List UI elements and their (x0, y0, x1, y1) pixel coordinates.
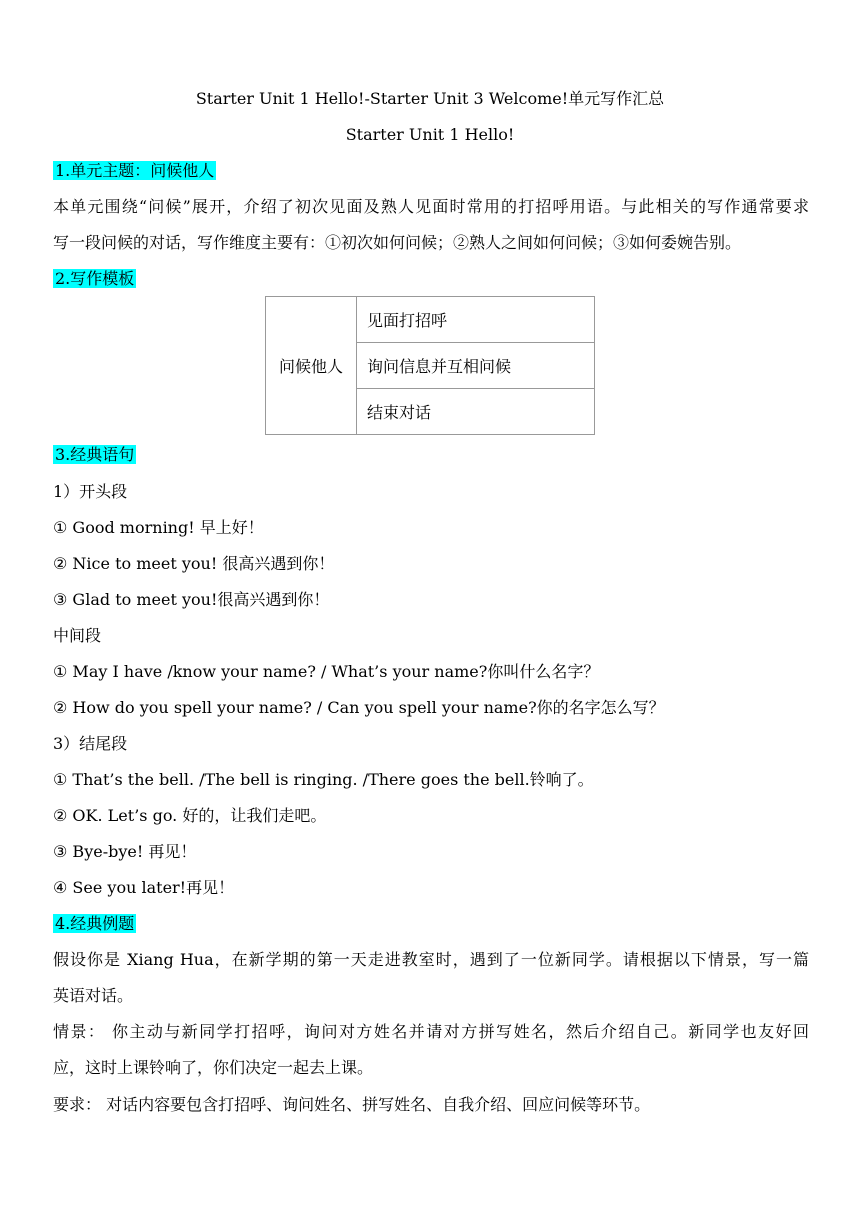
section-1-paragraph-line-2: 写一段问候的对话，写作维度主要有：①初次如何问候；②熟人之间如何问候；③如何委婉告别。 (53, 233, 742, 252)
document-title: Starter Unit 1 Hello!-Starter Unit 3 Welcome!单元写作汇总 (195, 89, 665, 108)
section-1-paragraph-line-1: 本单元围绕“问候”展开，介绍了初次见面及熟人见面时常用的打招呼用语。与此相关的写作通常要求 (53, 197, 809, 216)
sentence-item: ④ See you later!再见！ (53, 878, 235, 897)
unit-subtitle: Starter Unit 1 Hello! (345, 125, 515, 144)
template-step-cell: 结束对话 (357, 389, 595, 435)
scene-line-1: 情景： 你主动与新同学打招呼，询问对方姓名并请对方拼写姓名，然后介绍自己。新同学也友好回 (53, 1022, 809, 1041)
sentence-item: ② Nice to meet you! 很高兴遇到你！ (53, 554, 335, 573)
writing-template-table (265, 296, 595, 435)
section-2-heading (53, 267, 136, 291)
sentence-item: ① Good morning! 早上好！ (53, 518, 264, 537)
highlighted-heading: 2.写作模板 (55, 269, 135, 288)
sentence-item: ② OK. Let’s go. 好的，让我们走吧。 (53, 806, 327, 825)
highlighted-heading: 1.单元主题：问候他人 (55, 161, 215, 180)
sentence-item: ③ Bye-bye! 再见！ (53, 842, 197, 861)
middle-label: 中间段 (53, 626, 102, 645)
section-3-heading (53, 443, 136, 467)
template-topic-cell: 问候他人 (266, 297, 357, 435)
highlighted-heading: 4.经典例题 (55, 914, 135, 933)
highlighted-heading: 3.经典语句 (55, 445, 135, 464)
template-step-cell: 询问信息并互相问候 (357, 343, 595, 389)
template-step-cell: 见面打招呼 (357, 297, 595, 343)
section-1-heading (53, 159, 216, 183)
question-line-1: 假设你是 Xiang Hua，在新学期的第一天走进教室时，遇到了一位新同学。请根据以下情景，写一篇 (53, 950, 809, 969)
sentence-item: ③ Glad to meet you!很高兴遇到你！ (53, 590, 330, 609)
opening-label: 1）开头段 (53, 482, 128, 501)
section-4-heading (53, 912, 136, 936)
requirement-line: 要求： 对话内容要包含打招呼、询问姓名、拼写姓名、自我介绍、回应问候等环节。 (53, 1095, 651, 1114)
table-row (266, 297, 595, 343)
sentence-item: ② How do you spell your name? / Can you spell your name?你的名字怎么写？ (53, 698, 665, 717)
sentence-item: ① That’s the bell. /The bell is ringing. /There goes the bell.铃响了。 (53, 770, 594, 789)
question-line-2: 英语对话。 (53, 986, 134, 1005)
ending-label: 3）结尾段 (53, 734, 128, 753)
scene-line-2: 应，这时上课铃响了，你们决定一起去上课。 (53, 1058, 374, 1077)
sentence-item: ① May I have /know your name? / What’s your name?你叫什么名字？ (53, 662, 600, 681)
